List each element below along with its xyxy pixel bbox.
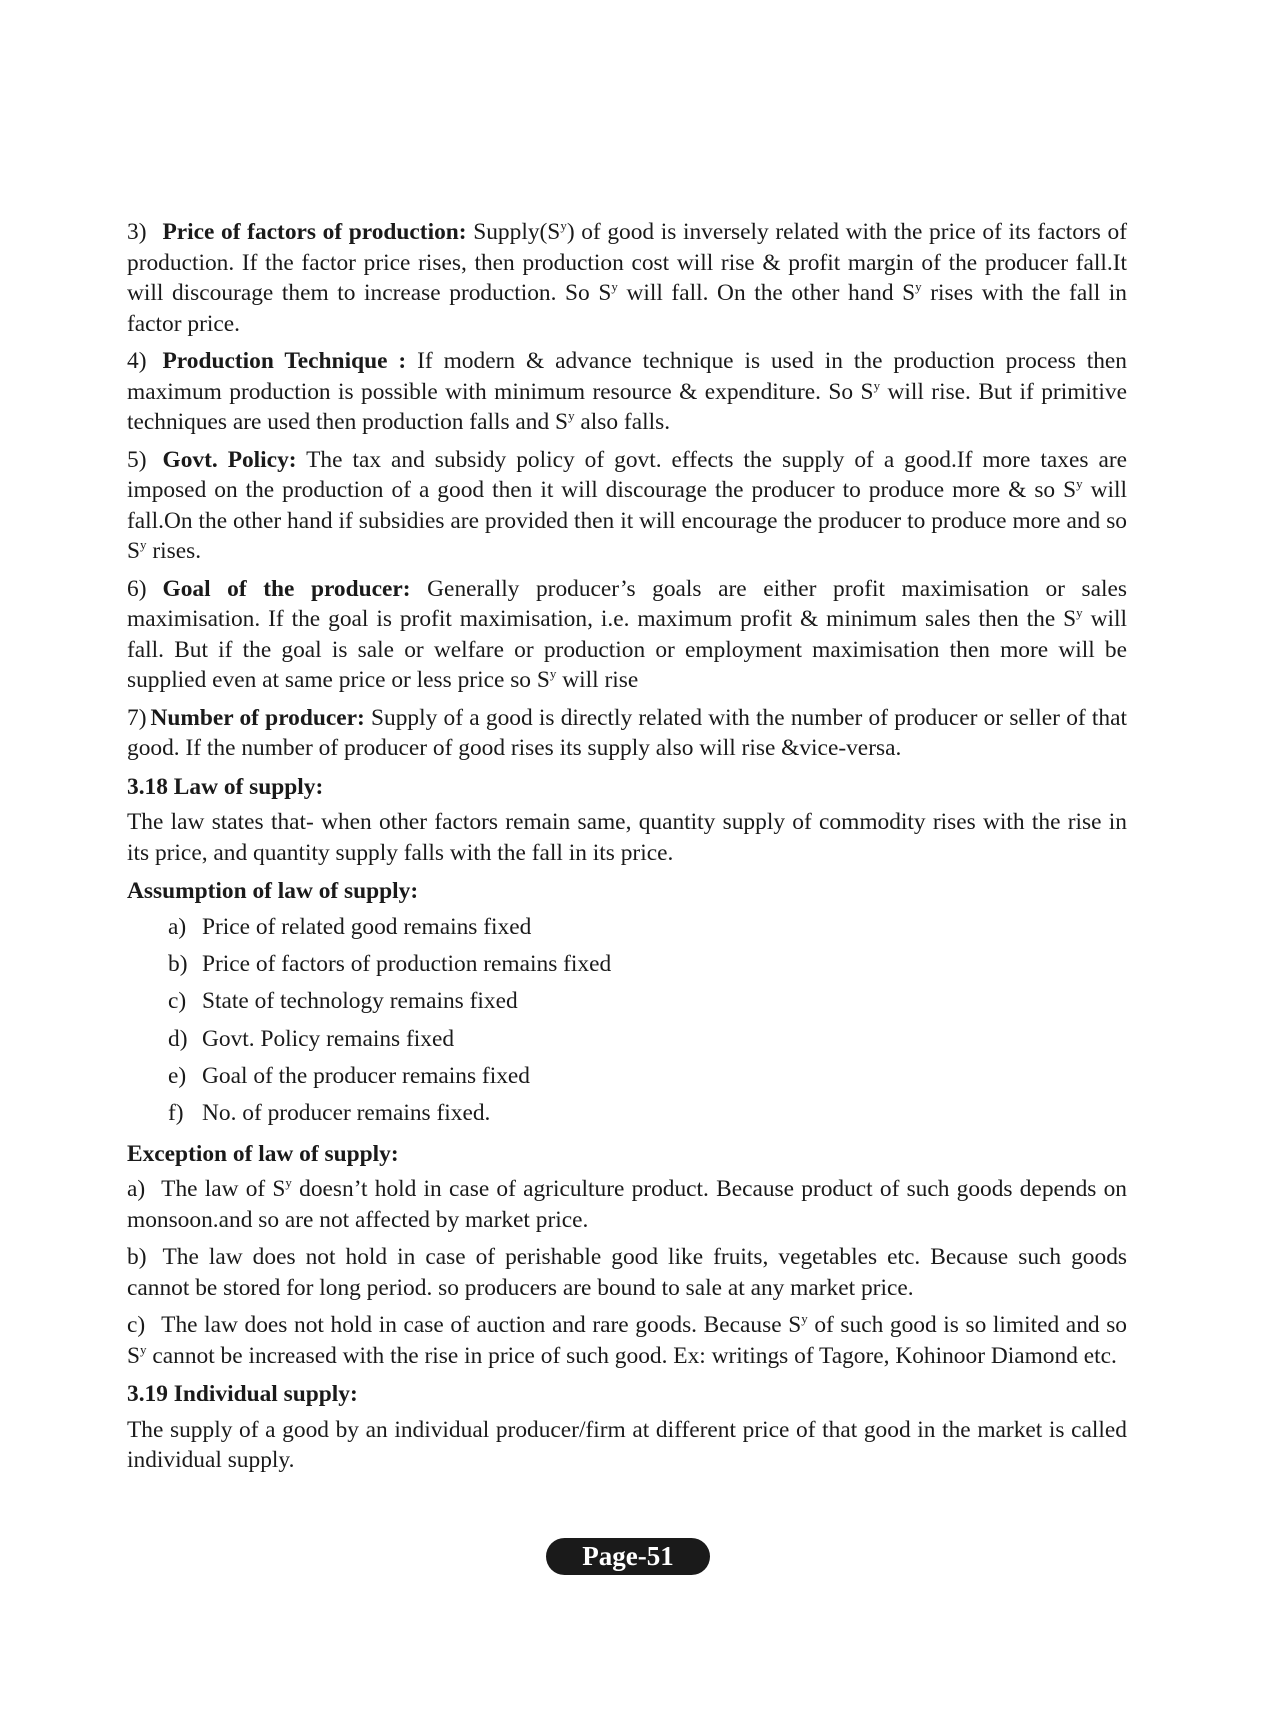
- superscript: y: [140, 1342, 147, 1358]
- factor-title: Production Technique :: [162, 348, 407, 374]
- list-item: [168, 1098, 1127, 1129]
- list-label: c): [127, 1312, 146, 1339]
- factor-text: will fall.On the other hand if subsidies are provided then it will encourage the producer to produce more and so S: [127, 477, 1127, 564]
- assumption-list: [127, 912, 1127, 1129]
- factor-number: 3): [127, 219, 147, 245]
- superscript: y: [1076, 605, 1083, 621]
- superscript: y: [285, 1175, 292, 1191]
- factor-text: will fall. On the other hand S: [617, 280, 916, 306]
- exception-text: The law of S: [161, 1176, 286, 1203]
- list-text: State of technology remains fixed: [202, 988, 518, 1015]
- list-item: [168, 1061, 1127, 1092]
- exception-text: The law does not hold in case of perishable good like fruits, vegetables etc. Because such goods cannot be stored for long period. so producers are bound to sale at any market price.: [127, 1244, 1127, 1301]
- list-text: No. of producer remains fixed.: [202, 1100, 491, 1127]
- list-item: [168, 912, 1127, 943]
- factor-3: [127, 217, 1127, 339]
- factor-5: [127, 445, 1127, 567]
- factor-text: rises.: [146, 538, 202, 564]
- factor-title: Goal of the producer:: [162, 575, 411, 602]
- list-label: a): [127, 1176, 146, 1203]
- factor-text: If modern & advance technique is used in the production process then maximum production is possible with minimum resource & expenditure. So S: [127, 348, 1127, 405]
- list-label: a): [168, 913, 187, 940]
- exception-a: [127, 1174, 1127, 1235]
- factor-title: Number of producer:: [150, 704, 365, 731]
- list-label: b): [127, 1244, 147, 1271]
- factor-text: will rise. But if primitive techniques are used then production falls and S: [127, 378, 1127, 435]
- factor-number: 5): [127, 446, 147, 473]
- list-text: Price of factors of production remains fixed: [202, 950, 612, 977]
- list-label: c): [168, 988, 187, 1015]
- superscript: y: [801, 1311, 808, 1327]
- factor-4: [127, 346, 1127, 438]
- list-label: e): [168, 1063, 187, 1090]
- list-text: Goal of the producer remains fixed: [202, 1063, 530, 1090]
- factor-text: will fall. But if the goal is sale or welfare or production or employment maximisation then more will be supplied even at same price or less price so S: [127, 606, 1127, 693]
- page-number-badge: Page-51: [546, 1538, 710, 1575]
- list-item: [168, 986, 1127, 1017]
- law-of-supply-heading: 3.18 Law of supply:: [127, 773, 324, 800]
- assumption-heading: Assumption of law of supply:: [127, 878, 419, 904]
- exception-text: of such good is so limited and so S: [127, 1312, 1127, 1369]
- individual-supply-text: The supply of a good by an individual producer/firm at different price of that good in the market is called individual supply.: [127, 1416, 1127, 1474]
- factor-number: 4): [127, 348, 147, 374]
- superscript: y: [873, 377, 881, 393]
- list-item: [168, 1024, 1127, 1055]
- factor-text: ) of good is inversely related with the price of its factors of production. If the factor price rises, then production cost will rise & profit margin of the producer fall.It will discourage them to increase production. So S: [127, 219, 1127, 306]
- factor-text: Generally producer’s goals are either profit maximisation or sales maximisation. If the goal is profit maximisation, i.e. maximum profit & minimum sales then the S: [127, 575, 1127, 632]
- exception-heading: Exception of law of supply:: [127, 1140, 399, 1167]
- superscript: y: [140, 537, 147, 553]
- factor-text: also falls.: [574, 409, 671, 435]
- individual-supply-heading: 3.19 Individual supply:: [127, 1381, 358, 1408]
- factor-number: 7): [127, 704, 147, 731]
- factor-title: Govt. Policy:: [162, 446, 297, 473]
- superscript: y: [568, 408, 575, 424]
- factor-text: The tax and subsidy policy of govt. effects the supply of a good.If more taxes are imposed on the production of a good then it will discourage the producer to produce more & so S: [127, 446, 1127, 503]
- factor-text: Supply(S: [466, 219, 561, 245]
- list-text: Price of related good remains fixed: [202, 913, 532, 940]
- list-label: f): [168, 1100, 184, 1127]
- superscript: y: [560, 218, 567, 234]
- factor-number: 6): [127, 575, 147, 602]
- superscript: y: [549, 666, 557, 682]
- law-of-supply-text: The law states that- when other factors remain same, quantity supply of commodity rises with the rise in its price, and quantity supply falls with the fall in its price.: [127, 809, 1127, 866]
- factor-6: [127, 574, 1127, 696]
- exception-text: doesn’t hold in case of agriculture product. Because product of such goods depends on monsoon.and so are not affected by market price.: [127, 1176, 1127, 1233]
- superscript: y: [611, 279, 618, 295]
- exception-c: [127, 1310, 1127, 1371]
- factor-text: will rise: [556, 667, 639, 693]
- factor-text: rises with the fall in factor price.: [127, 280, 1127, 337]
- list-label: b): [168, 950, 188, 977]
- superscript: y: [1076, 476, 1083, 492]
- exception-b: [127, 1242, 1127, 1303]
- list-text: Govt. Policy remains fixed: [202, 1025, 455, 1052]
- page-content: [127, 217, 1127, 1483]
- factor-7: [127, 703, 1127, 764]
- factor-text: Supply of a good is directly related with the number of producer or seller of that good. If the number of producer of good rises its supply also will rise &vice-versa.: [127, 704, 1127, 761]
- exception-text: The law does not hold in case of auction and rare goods. Because S: [161, 1312, 802, 1339]
- list-label: d): [168, 1025, 188, 1052]
- factor-title: Price of factors of production:: [162, 219, 467, 245]
- superscript: y: [915, 279, 922, 295]
- list-item: [168, 949, 1127, 980]
- exception-text: cannot be increased with the rise in price of such good. Ex: writings of Tagore, Kohinoor Diamond etc.: [146, 1342, 1117, 1369]
